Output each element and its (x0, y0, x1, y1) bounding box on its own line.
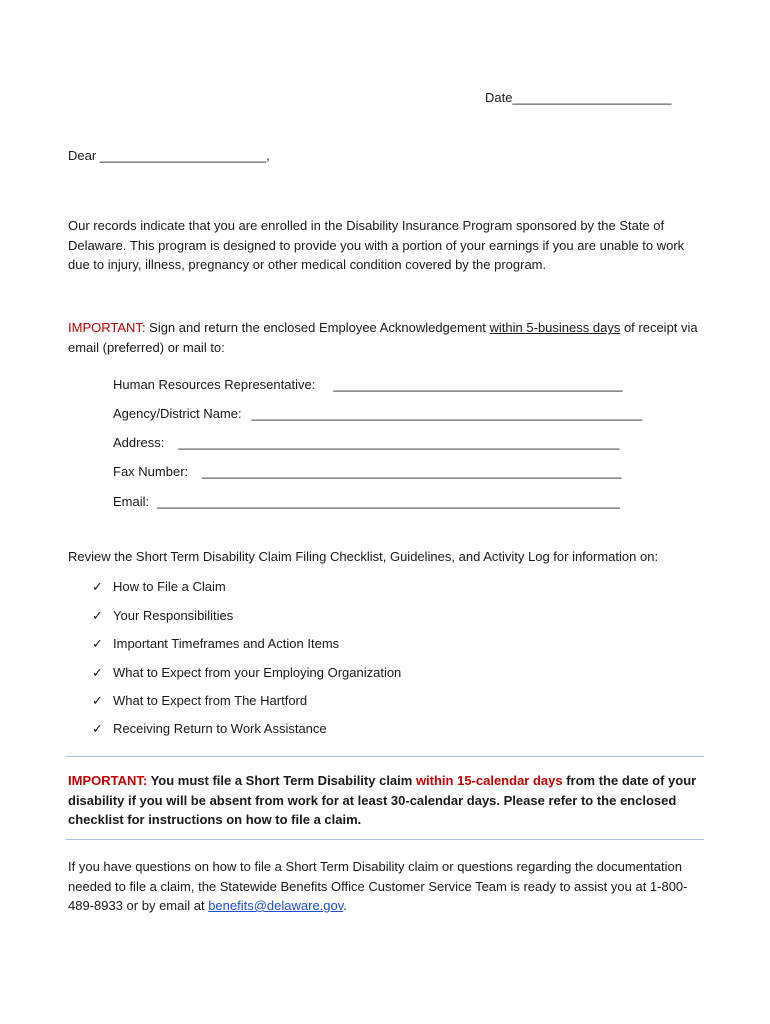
field-blank: ________________________________________________________________ (157, 494, 620, 509)
checklist-item (92, 691, 307, 710)
important-text-before: You must file a Short Term Disability claim (147, 773, 416, 788)
deadline-underlined: within 5-business days (489, 320, 621, 335)
field-blank: __________________________________________________________ (202, 464, 622, 479)
field-label: Address: (113, 435, 165, 450)
important-label: IMPORTANT: (68, 320, 146, 335)
fax-number-field (113, 462, 621, 481)
checkmark-icon: ✓ (92, 636, 103, 651)
checkmark-icon: ✓ (92, 608, 103, 623)
important-notice-filing-deadline (68, 771, 708, 830)
divider-top (66, 756, 704, 757)
checklist-item-label: What to Expect from your Employing Organization (113, 665, 402, 680)
checklist-item (92, 577, 226, 596)
important-notice-acknowledgement (68, 318, 708, 357)
hr-representative-field (113, 375, 623, 394)
field-blank: ______________________________________________________ (251, 406, 643, 421)
deadline-highlight: within 15-calendar days (415, 773, 563, 788)
checklist-item-label: Important Timeframes and Action Items (113, 636, 340, 651)
field-label: Human Resources Representative: (113, 377, 316, 392)
email-field (113, 492, 620, 511)
divider-bottom (66, 839, 704, 840)
field-label: Email: (113, 494, 150, 509)
checklist-item (92, 606, 233, 625)
contact-paragraph (68, 857, 708, 916)
address-field (113, 433, 619, 452)
review-intro: Review the Short Term Disability Claim Filing Checklist, Guidelines, and Activity Log for information on: (68, 549, 659, 564)
agency-district-field (113, 404, 642, 423)
important-text-after: of receipt via email (preferred) or mail to: (68, 320, 698, 355)
important-text-before: Sign and return the enclosed Employee Acknowledgement (145, 320, 490, 335)
benefits-email-link[interactable]: benefits@delaware.gov (208, 898, 344, 913)
salutation: Dear _______________________, (68, 148, 270, 163)
important-text-after: from the date of your disability if you will be absent from work for at least 30-calendar days. Please refer to the enclosed checklist for instructions on how to file a claim. (68, 773, 697, 827)
field-blank: ________________________________________ (333, 377, 623, 392)
field-label: Fax Number: (113, 464, 189, 479)
checklist-item-label: What to Expect from The Hartford (113, 693, 308, 708)
contact-text-after: . (343, 898, 347, 913)
field-label: Agency/District Name: (113, 406, 242, 421)
intro-paragraph: Our records indicate that you are enrolled in the Disability Insurance Program sponsored by the State of Delaware. This program is designed to provide you with a portion of your earnings if you are unable to work due to injury, illness, pregnancy or other medical condition covered by the program. (68, 218, 685, 272)
checklist-item (92, 634, 339, 653)
checkmark-icon: ✓ (92, 693, 103, 708)
checklist-item (92, 663, 401, 682)
checklist-item-label: Receiving Return to Work Assistance (113, 721, 327, 736)
checkmark-icon: ✓ (92, 721, 103, 736)
checklist-item-label: Your Responsibilities (113, 608, 234, 623)
checklist-item (92, 719, 327, 738)
checklist-item-label: How to File a Claim (113, 579, 226, 594)
date-line: Date______________________ (485, 90, 672, 105)
contact-text-before: If you have questions on how to file a Short Term Disability claim or questions regarding the documentation needed to file a claim, the Statewide Benefits Office Customer Service Team is ready to assist you at 1-800-489-8933 or by email at (68, 859, 688, 913)
checkmark-icon: ✓ (92, 665, 103, 680)
checkmark-icon: ✓ (92, 579, 103, 594)
important-label: IMPORTANT: (68, 773, 148, 788)
field-blank: _____________________________________________________________ (178, 435, 620, 450)
